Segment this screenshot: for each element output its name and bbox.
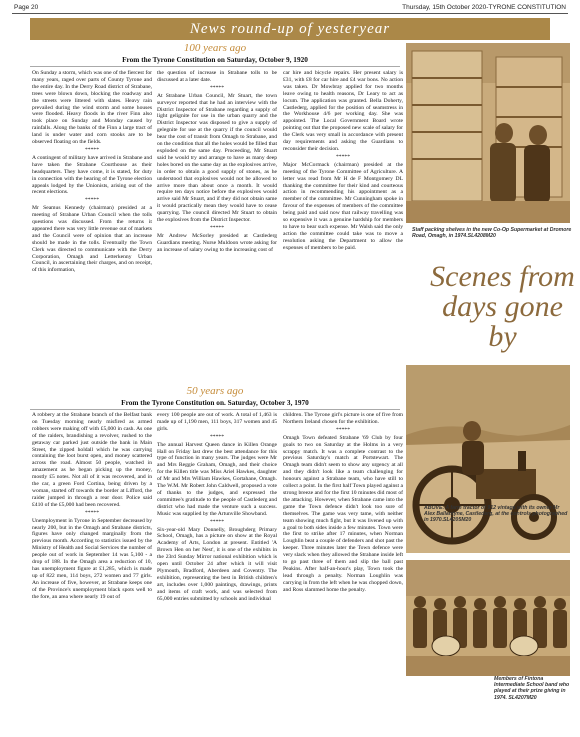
era-100-column-3	[283, 70, 403, 388]
era-100-column-2	[157, 70, 277, 388]
scenes-title: Scenes from days gone by	[430, 260, 575, 353]
era-50-column-3	[283, 412, 403, 730]
photo-tractor	[406, 365, 570, 553]
photo-co-op-supermarket	[406, 43, 570, 223]
caption-photo-band: Members of Fintona Intermediate School band who played at their prize giving in 1974. SL4207M20	[494, 676, 570, 701]
article-paragraph: The annual Harvest Queen dance in Killen Orange Hall on Friday last drew the best attendance for this type of function in many years. The judges were Mr and Mrs Reggie Graham, Omagh, and their choice for the Killen title was Miss Ariel Hawkes, daughter of Mr and Mrs William Hawkes, Gortahane, Omagh. The W.M. Mr Robert John Caldwell, proposed a vote of thanks to the judges, and expressed the committee's gratitude to the people of Castlederg and district who had made the venture such a success. Music was supplied by the Artunville Showband.	[157, 441, 277, 517]
era-50-subtitle: From the Tyrone Constitution on. Saturday, October 3, 1970	[121, 398, 309, 407]
era-50-rule	[30, 409, 400, 410]
article-paragraph: every 100 people are out of work. A total of 1,463 is made up of 1,190 men, 111 boys, 317 women and 45 girls.	[157, 412, 277, 432]
era-100-subtitle: From the Tyrone Constitution on Saturday, October 9, 1920	[122, 55, 308, 64]
article-paragraph: Unemployment in Tyrone in September decreased by nearly 200, but in the Omagh and Strabane districts, figures have only changed marginally from the previous month. According to statistics issued by the Ministry of Health and Social Services the number of people out of work in September 14 was 5,100 - a drop of 188. In the Omagh area a reduction of 10, has unemployment figure at £1,285, which is made up of 822 men, 114 boys, 272 women and 77 girls. An increase of five, however, at Strabane keeps one of the Province's unemployment black spots well to the fore, an area where nearly 19 out of	[32, 517, 152, 600]
photo-school-band	[406, 560, 570, 676]
page-dateline: Thursday, 15th October 2020-TYRONE CONSTITUTION	[402, 4, 566, 11]
caption-photo-co-op: Staff packing shelves in the new Co-Op Supermarket at Dromore Road, Omagh, in 1974.SL4208M20	[412, 227, 572, 240]
photo-co-op-supermarket-image	[406, 43, 570, 223]
section-banner: News round-up of yesteryear	[30, 18, 550, 40]
article-paragraph: Omagh Town defeated Strabane '69 Club by four goals to two on Saturday at the Holms in a very scrappy match. It was a complete contrast to the previous Saturday's match at Portstewart. The Omagh team didn't seem to show any urgency at all and they didn't look like a team challenging for honours against a Strabane team, who have still to collect a point. In the first half Town played against a strong breeze and for the first 10 minutes did most of the attacking. However, when Strabane came into the game the Town defence didn't look too sure of themselves. The game was very tame, with neither team showing much fight, but it was livened up with a goal to both sides inside a few minutes. Town were the first to strike after 17 minutes, when Norman Loughlin beat a couple of defenders and shot past the keeper. Three minutes later the Town defence were very slack when they allowed the Strabane inside left to go past three of them and slip the ball past Peakins. After half-an-hour's play, Town took the lead through a penalty. Norman Loughlin was carrying in from the left when he was chopped down, and Ross slammed home the penalty.	[283, 434, 403, 593]
article-paragraph: At Strabane Urban Council, Mr Stuart, the town surveyor reported that he had an interview with the District Inspector of Strabane regarding a supply of light gelignite for use in the urban quarry and the District Inspector was disposed to give a supply of gelegnite for use at the quarry if the council would bear the cost of transit from Omagh to Strabane, and on the condition that all the holes would be filled that exploded on the same day. Proceeding, Mr Stuart said he would try and arrange to have as many deep holes bored on the same day as the explosives arrive, in order to obtain a good supply of stones, as he understood that explosives would not be allowed to arrive more than about once a month. It would require ten days notice before the explosives would arrive said Mr Stuart, and if they did not obtain same it would practically mean they would have to cease quarrying. The council directed Mr Stuart to obtain the explosives from the District Inspector.	[157, 92, 277, 224]
photo-tractor-image	[406, 365, 570, 553]
era-50-title: 50 years ago	[186, 385, 244, 397]
page-number: Page 20	[14, 4, 39, 11]
article-paragraph: On Sunday a storm, which was one of the fiercest for many years, raged over parts of County Tyrone and the entire day. In the Derry Road district of Strabane, trees were blown down, blocking the roadway and the streets were littered with slates. Heavy rain prevailed during the wind storm and some houses were flooded. Heavy floods in the river Finn also took place on Sunday and Monday caused by rainfalls. Along the banks of the Finn a large tract of land is under water and corn stooks are to be observed floating on the fields.	[32, 70, 152, 146]
section-separator: *****	[85, 146, 99, 153]
section-separator: *****	[210, 518, 224, 525]
article-paragraph: A contingent of military have arrived in Strabane and have taken the Strabane Courthouse as their headquarters. They have come, it is stated, for duty in connection with the hearing of the Tyrone election appeals lodged by the Unionists, arising out of the recent elections.	[32, 154, 152, 196]
section-separator: *****	[210, 433, 224, 440]
era-100-title: 100 years ago	[183, 42, 247, 54]
era-100-rule	[30, 66, 400, 67]
article-paragraph: Major McCormack (chairman) presided at the meeting of the Tyrone Committee of Agriculture. A letter was read from Mr H de F Montgomery DL thanking the committee for their kind and courteous action in recommending his appointment as a member of the committee. Mr Cunningham spoke in favour of the expenses of members of the committee being paid and said now that railway travelling was so expensive it was a genuine hardship for members to have to bear such expense. Mr Walsh said the only action the committee could take was to move a resolution asking the Department to allow the expenses of members to be paid.	[283, 161, 403, 251]
section-separator: *****	[210, 84, 224, 91]
article-paragraph: Mr Andrew McSorley presided at Castlederg Guardians meeting. Nurse Muldoon wrote asking for an increase of salary owing to the increasing cost of	[157, 232, 277, 253]
era-50-column-1	[32, 412, 152, 730]
era-50-column-2	[157, 412, 277, 730]
section-separator: *****	[336, 153, 350, 160]
section-separator: *****	[210, 224, 224, 231]
photo-school-band-image	[406, 560, 570, 676]
caption-photo-tractor: ABOVE: A farm tractor of 912 vintage with its owner Mr Alex Ballantyne, Castlederg, at the controls photographed in 1970.SL4205M20	[424, 505, 568, 524]
article-paragraph: Mr Seamus Kennedy (chairman) presided at a meeting of Strabane Urban Council when the tolls questions was discussed. From the returns it appeared there was very little revenue out of markets and the Council were of opinion that an increase should be made in the tolls. Eventually the Town Clerk was directed to communicate with the Derry Corporation, Omagh and Letterkenny Urban Council, in ascertaining their charges, and on receipt, of this information,	[32, 205, 152, 274]
section-separator: *****	[85, 197, 99, 204]
era-100-column-1	[32, 70, 152, 380]
section-separator: *****	[85, 509, 99, 516]
section-separator: *****	[336, 426, 350, 433]
page-header	[0, 0, 580, 14]
article-paragraph: A robbery at the Strabane branch of the Belfast bank on Tuesday morning nearly misfired as armed robbers were making off with £5,000 in cash. As one of the raiders, brandishing a revolver, rushed to the getaway car parked just outside the bank in Main Street, the zipped holdall which he was carrying containing the loot burst open, and money scattered across the road. Almost 50 people, watched in amazement as he began picking up the money, mostly £5 notes. Not all of it was recovered, and in the car, a green Ford Cortina, being driven by a woman, started off towards the border at Lifford, the raider jumped in through a rear door. Police said £410 of the £5,000 had been recovered.	[32, 412, 152, 508]
article-paragraph: Six-year-old Mary Donnelly, Broughderg Primary School, Omagh, has a picture on show at the Royal Academy of Arts, London at present. Entitled 'A Brown Hen on her Nest', it is one of the exhibits in the 23rd Sunday Mirror national exhibition which is open until October 24 after which it will visit Plymouth, Bradford, Aberdeen and Coventry. The exhibition, representing the best in British children's art, includes over 1,000 paintings, drawings, prints and items of craft work, and was selected from 65,000 entries submitted by schools and individual	[157, 526, 277, 602]
article-paragraph: the question of increase in Strabane tolls to be discussed at a later date.	[157, 70, 277, 83]
article-paragraph: children. The Tyrone girl's picture is one of five from Northern Ireland chosen for the exhibition.	[283, 412, 403, 425]
header-rule	[12, 13, 568, 14]
article-paragraph: car hire and bicycle repairs. Her present salary is £31, with £8 for car hire and £4 war bons. No action was taken. Dr Mowbray applied for two months leave owing to health reasons, Dr Leary to act as locum. The application was granted. Bella Doherty, Castlederg, applied for the position of seamstress in the Workhouse 4/6 per working day. She was appointed. The Local Government Board wrote pointing out that the proposed new scale of salary for the Clerk was very small in accordance with present day requirements and asking the Guardians to reconsider their decision.	[283, 70, 403, 152]
